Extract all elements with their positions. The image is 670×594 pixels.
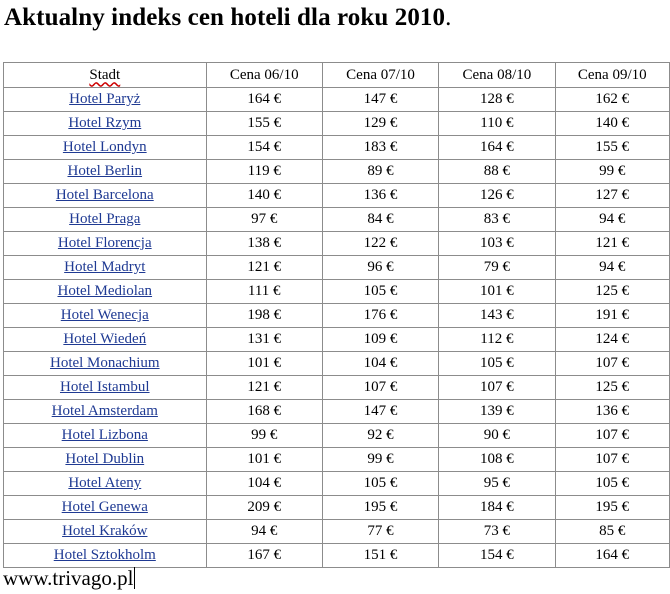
price-cell: 136 € [555, 400, 669, 424]
footer-text: www.trivago.pl [3, 566, 134, 590]
table-row [4, 328, 670, 352]
price-cell: 108 € [439, 448, 555, 472]
table-row [4, 544, 670, 568]
price-cell: 164 € [206, 88, 322, 112]
price-cell: 140 € [555, 112, 669, 136]
price-cell: 125 € [555, 280, 669, 304]
table-row [4, 352, 670, 376]
price-cell: 83 € [439, 208, 555, 232]
table-row [4, 472, 670, 496]
hotel-link[interactable]: Hotel Wiedeń [63, 331, 147, 347]
price-cell: 107 € [555, 448, 669, 472]
price-cell: 111 € [206, 280, 322, 304]
price-cell: 140 € [206, 184, 322, 208]
column-header-cena-06: Cena 06/10 [206, 63, 322, 88]
city-cell [4, 472, 207, 496]
hotel-link[interactable]: Hotel Dublin [65, 451, 145, 467]
table-row [4, 208, 670, 232]
price-cell: 138 € [206, 232, 322, 256]
price-cell: 183 € [322, 136, 438, 160]
hotel-link[interactable]: Hotel Istambul [59, 379, 150, 395]
price-cell: 125 € [555, 376, 669, 400]
table-row [4, 256, 670, 280]
table-row [4, 520, 670, 544]
price-cell: 104 € [206, 472, 322, 496]
price-cell: 94 € [206, 520, 322, 544]
hotel-link[interactable]: Hotel Amsterdam [51, 403, 158, 419]
price-cell: 128 € [439, 88, 555, 112]
hotel-link[interactable]: Hotel Rzym [68, 115, 142, 131]
table-header-row [4, 63, 670, 88]
price-cell: 105 € [322, 472, 438, 496]
price-cell: 103 € [439, 232, 555, 256]
price-cell: 136 € [322, 184, 438, 208]
price-cell: 155 € [555, 136, 669, 160]
page-title-text: Aktualny indeks cen hoteli dla roku 2010 [4, 4, 446, 31]
table-row [4, 160, 670, 184]
hotel-link[interactable]: Hotel Berlin [67, 163, 143, 179]
price-cell: 164 € [555, 544, 669, 568]
text-cursor [134, 567, 135, 589]
price-cell: 99 € [322, 448, 438, 472]
price-cell: 167 € [206, 544, 322, 568]
table-row [4, 232, 670, 256]
price-cell: 84 € [322, 208, 438, 232]
price-cell: 99 € [206, 424, 322, 448]
column-header-cena-08: Cena 08/10 [439, 63, 555, 88]
price-cell: 101 € [439, 280, 555, 304]
city-cell [4, 544, 207, 568]
price-cell: 107 € [439, 376, 555, 400]
price-cell: 107 € [555, 424, 669, 448]
hotel-link[interactable]: Hotel Barcelona [55, 187, 154, 203]
price-cell: 209 € [206, 496, 322, 520]
price-cell: 112 € [439, 328, 555, 352]
price-cell: 162 € [555, 88, 669, 112]
hotel-link[interactable]: Hotel Mediolan [57, 283, 153, 299]
table-row [4, 88, 670, 112]
table-row [4, 424, 670, 448]
city-cell [4, 448, 207, 472]
price-cell: 155 € [206, 112, 322, 136]
city-cell [4, 520, 207, 544]
price-cell: 143 € [439, 304, 555, 328]
price-cell: 164 € [439, 136, 555, 160]
price-cell: 124 € [555, 328, 669, 352]
price-cell: 121 € [555, 232, 669, 256]
price-index-table [3, 62, 670, 568]
price-cell: 101 € [206, 448, 322, 472]
footer-url [3, 566, 135, 591]
hotel-link[interactable]: Hotel Paryż [69, 91, 141, 107]
price-cell: 96 € [322, 256, 438, 280]
table-row [4, 112, 670, 136]
price-cell: 85 € [555, 520, 669, 544]
price-cell: 195 € [555, 496, 669, 520]
price-cell: 154 € [439, 544, 555, 568]
price-cell: 107 € [322, 376, 438, 400]
table-row [4, 280, 670, 304]
price-cell: 121 € [206, 376, 322, 400]
price-cell: 104 € [322, 352, 438, 376]
table-row [4, 448, 670, 472]
price-cell: 127 € [555, 184, 669, 208]
price-cell: 126 € [439, 184, 555, 208]
column-header-cena-09: Cena 09/10 [555, 63, 669, 88]
hotel-link[interactable]: Hotel Genewa [61, 499, 148, 515]
price-cell: 154 € [206, 136, 322, 160]
hotel-link[interactable]: Hotel Madryt [64, 259, 146, 275]
city-cell [4, 280, 207, 304]
hotel-link[interactable]: Hotel Florencja [57, 235, 152, 251]
price-cell: 94 € [555, 256, 669, 280]
column-header-stadt: Stadt [4, 63, 207, 88]
hotel-link[interactable]: Hotel Wenecja [60, 307, 149, 323]
hotel-link[interactable]: Hotel Lizbona [61, 427, 148, 443]
column-header-cena-07: Cena 07/10 [322, 63, 438, 88]
price-cell: 195 € [322, 496, 438, 520]
price-cell: 105 € [439, 352, 555, 376]
page-title-suffix: . [445, 4, 452, 31]
price-cell: 198 € [206, 304, 322, 328]
price-cell: 97 € [206, 208, 322, 232]
price-cell: 109 € [322, 328, 438, 352]
price-cell: 89 € [322, 160, 438, 184]
city-cell [4, 184, 207, 208]
city-cell [4, 136, 207, 160]
table-row [4, 136, 670, 160]
page-title [4, 4, 452, 32]
city-cell [4, 232, 207, 256]
city-cell [4, 424, 207, 448]
price-cell: 151 € [322, 544, 438, 568]
city-cell [4, 160, 207, 184]
price-cell: 79 € [439, 256, 555, 280]
price-cell: 77 € [322, 520, 438, 544]
price-cell: 101 € [206, 352, 322, 376]
city-cell [4, 256, 207, 280]
city-cell [4, 304, 207, 328]
table-row [4, 184, 670, 208]
price-cell: 92 € [322, 424, 438, 448]
city-cell [4, 352, 207, 376]
price-cell: 90 € [439, 424, 555, 448]
city-cell [4, 112, 207, 136]
price-cell: 184 € [439, 496, 555, 520]
price-cell: 110 € [439, 112, 555, 136]
table-row [4, 496, 670, 520]
price-cell: 119 € [206, 160, 322, 184]
price-cell: 105 € [322, 280, 438, 304]
hotel-link[interactable]: Hotel Kraków [62, 523, 148, 539]
table-row [4, 400, 670, 424]
hotel-link[interactable]: Hotel Londyn [62, 139, 147, 155]
city-cell [4, 400, 207, 424]
hotel-link[interactable]: Hotel Sztokholm [53, 547, 156, 563]
price-cell: 147 € [322, 400, 438, 424]
price-cell: 129 € [322, 112, 438, 136]
hotel-link[interactable]: Hotel Praga [69, 211, 141, 227]
price-cell: 147 € [322, 88, 438, 112]
hotel-link[interactable]: Hotel Monachium [49, 355, 160, 371]
price-cell: 176 € [322, 304, 438, 328]
price-cell: 121 € [206, 256, 322, 280]
price-cell: 99 € [555, 160, 669, 184]
price-cell: 94 € [555, 208, 669, 232]
price-cell: 105 € [555, 472, 669, 496]
table-row [4, 304, 670, 328]
table-body [4, 88, 670, 568]
price-cell: 191 € [555, 304, 669, 328]
city-cell [4, 208, 207, 232]
table-row [4, 376, 670, 400]
price-cell: 88 € [439, 160, 555, 184]
city-cell [4, 88, 207, 112]
city-cell [4, 328, 207, 352]
price-cell: 73 € [439, 520, 555, 544]
hotel-link[interactable]: Hotel Ateny [68, 475, 142, 491]
price-cell: 122 € [322, 232, 438, 256]
price-cell: 107 € [555, 352, 669, 376]
city-cell [4, 376, 207, 400]
price-cell: 139 € [439, 400, 555, 424]
price-cell: 131 € [206, 328, 322, 352]
price-cell: 95 € [439, 472, 555, 496]
price-cell: 168 € [206, 400, 322, 424]
city-cell [4, 496, 207, 520]
